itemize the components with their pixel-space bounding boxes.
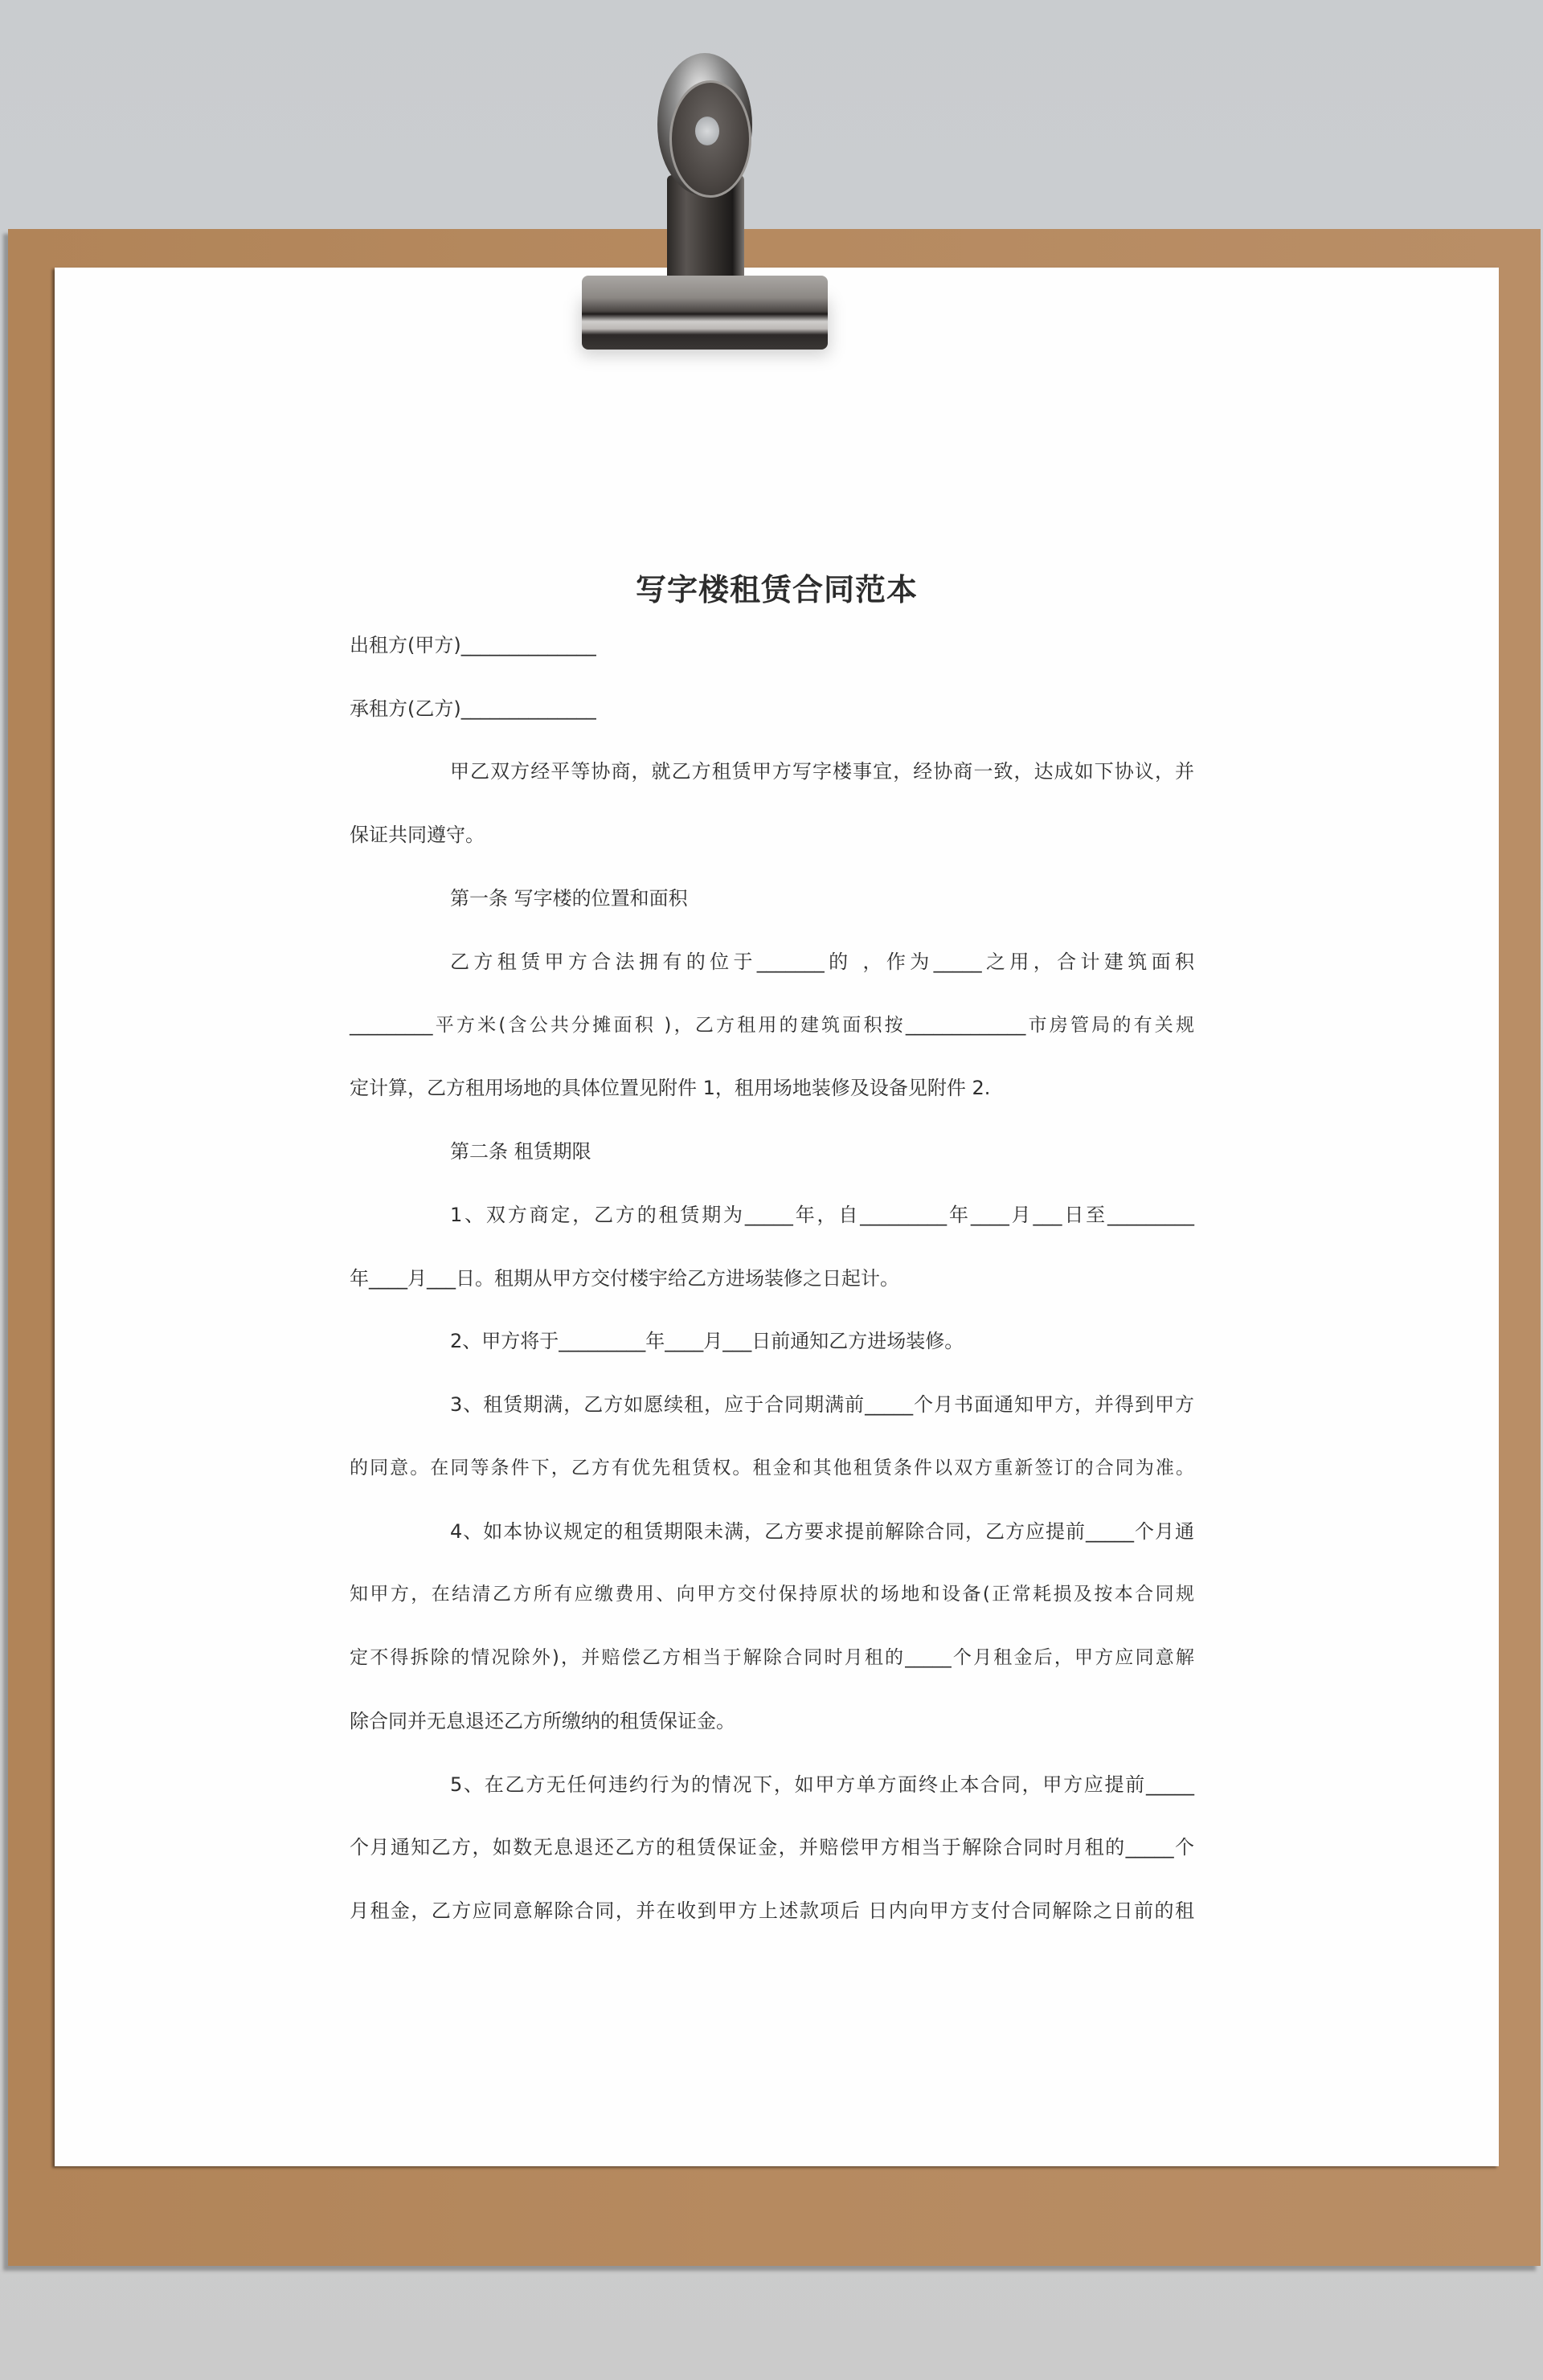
clause-3-line: 3、租赁期满，乙方如愿续租，应于合同期满前_____个月书面通知甲方，并得到甲方 <box>450 1393 1194 1416</box>
section-heading-2: 第二条 租赁期限 <box>450 1140 591 1163</box>
paragraph-line: 定计算，乙方租用场地的具体位置见附件 1，租用场地装修及设备见附件 2. <box>350 1077 991 1099</box>
clip-hole <box>695 117 719 145</box>
paragraph-line: _________平方米(含公共分摊面积 )，乙方租用的建筑面积按_____________市房管局的有关规 <box>350 1015 1194 1036</box>
clause-1-line: 1、双方商定，乙方的租赁期为_____年，自_________年____月___日至_________ <box>450 1204 1194 1226</box>
clause-4-line: 除合同并无息退还乙方所缴纳的租赁保证金。 <box>350 1710 735 1732</box>
clip-ring-inner <box>669 80 751 198</box>
paragraph-line: 甲乙双方经平等协商，就乙方租赁甲方写字楼事宜，经协商一致，达成如下协议，并 <box>450 760 1194 783</box>
lessee-line: 承租方(乙方)______________ <box>350 697 596 720</box>
lessor-line: 出租方(甲方)______________ <box>350 634 596 656</box>
clause-4-line: 知甲方，在结清乙方所有应缴费用、向甲方交付保持原状的场地和设备(正常耗损及按本合同规 <box>350 1584 1194 1605</box>
document-title: 写字楼租赁合同范本 <box>635 572 918 607</box>
clause-4-line: 4、如本协议规定的租赁期限未满，乙方要求提前解除合同，乙方应提前_____个月通 <box>450 1520 1194 1543</box>
contract-paper <box>55 268 1499 2166</box>
clause-5-line: 5、在乙方无任何违约行为的情况下，如甲方单方面终止本合同，甲方应提前_____ <box>450 1773 1194 1796</box>
paragraph-line: 保证共同遵守。 <box>350 824 485 846</box>
clip-ring <box>657 53 752 196</box>
clause-3-line: 的同意。在同等条件下，乙方有优先租赁权。租金和其他租赁条件以双方重新签订的合同为准。 <box>350 1458 1194 1478</box>
clause-4-line: 定不得拆除的情况除外)，并赔偿乙方相当于解除合同时月租的_____个月租金后，甲方应同意解 <box>350 1647 1194 1668</box>
clause-5-line: 月租金，乙方应同意解除合同，并在收到甲方上述款项后 日内向甲方支付合同解除之日前的租 <box>350 1900 1194 1922</box>
clause-1-line: 年____月___日。租期从甲方交付楼宇给乙方进场装修之日起计。 <box>350 1267 899 1290</box>
section-heading-1: 第一条 写字楼的位置和面积 <box>450 887 688 910</box>
paragraph-line: 乙方租赁甲方合法拥有的位于_______的 ，作为_____之用，合计建筑面积 <box>450 951 1194 973</box>
clause-5-line: 个月通知乙方，如数无息退还乙方的租赁保证金，并赔偿甲方相当于解除合同时月租的_____个 <box>350 1836 1194 1859</box>
clause-2-line: 2、甲方将于_________年____月___日前通知乙方进场装修。 <box>450 1330 964 1352</box>
